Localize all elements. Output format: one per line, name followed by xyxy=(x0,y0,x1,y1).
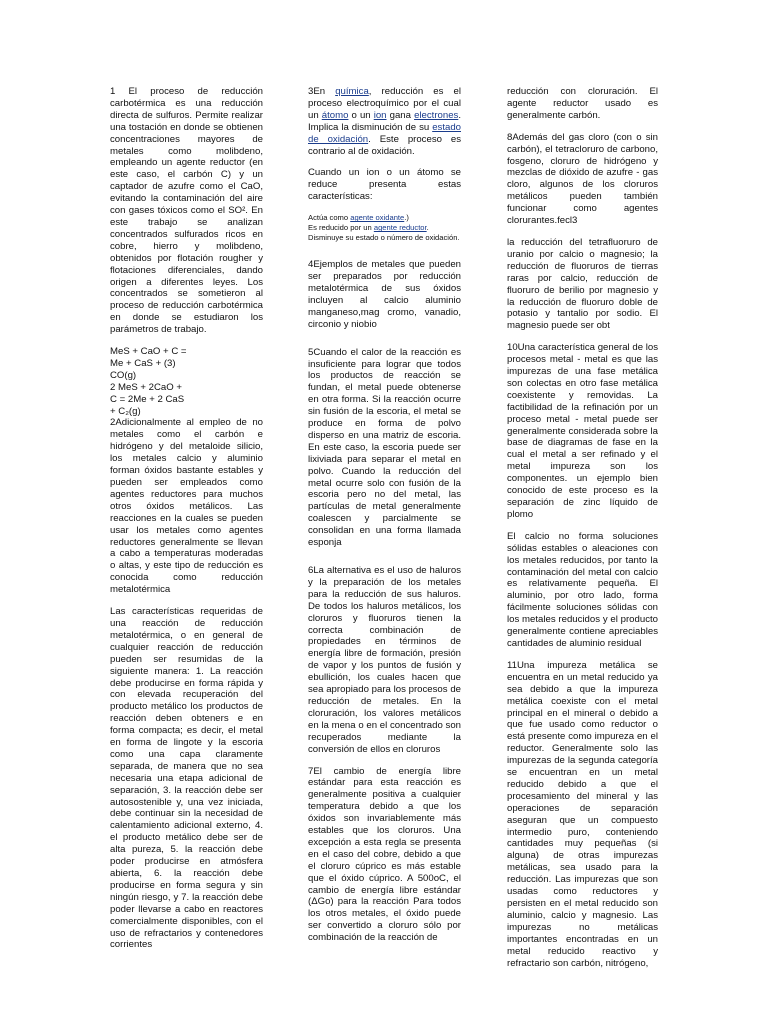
text-run: .) xyxy=(404,213,409,223)
column-2 xyxy=(308,86,461,954)
formula-line-3: CO(g) xyxy=(110,369,137,381)
link-quimica[interactable]: química xyxy=(335,86,369,97)
formula-line-1: MeS + CaO + C = xyxy=(110,346,187,358)
bullet-disminuye: Disminuye su estado o número de oxidación. xyxy=(308,233,460,243)
formula-line-6: + C₂(g) xyxy=(110,405,141,417)
paragraph-11: 11Una impureza metálica se encuentra en un metal reducido ya sea debido a que la impureza metálica coexiste con el metal principal en el mineral o debido a que fue usado como reductor o está presente como impureza en el reductor. Generalmente solo las impurezas de la segunda categoría se encuentran en un metal reducido debido a que el procesamiento del mineral y las operaciones de separación aseguran que un compuesto intermedio puro, conteniendo cantidades muy pequeñas (si alguna) de otras impurezas metálicas, sea usado para la reducción. Las impurezas que son usadas como reductores y persisten en el metal reducido son aluminio, calcio y magnesio. Las impurezas no metálicas importantes encontradas en un metal reducido reactivo y refractario son carbón, nitrógeno, xyxy=(507,659,658,969)
text-run: 3En xyxy=(308,86,336,97)
bullet-reductor xyxy=(308,223,461,233)
text-run: Es reducido por un xyxy=(308,223,374,233)
text-run: . Este proceso es contrario al de oxidación. xyxy=(308,133,461,157)
column-1 xyxy=(110,86,263,961)
paragraph-2: 2Adicionalmente al empleo de no metales como el carbón e hidrógeno y del metaloide silicio, los metales calcio y aluminio forman óxidos bastante estables y pueden ser empleados como agentes reductores para muchos otros óxidos metálicos. Las reacciones en la cuales se pueden usar los metales como agentes reductores generalmente se llevan a cabo a temperaturas moderadas o altas, y este tipo de reducción es conocida como reducción metalotérmica xyxy=(110,417,263,596)
text-run: . xyxy=(426,223,429,233)
paragraph-continued: reducción con cloruración. El agente reductor usado es generalmente carbón. xyxy=(507,86,658,121)
link-electrones[interactable]: electrones xyxy=(414,109,459,121)
paragraph-characteristics-intro: Cuando un ion o un átomo se reduce presenta estas características: xyxy=(308,167,461,203)
link-agente-reductor[interactable]: agente reductor xyxy=(373,223,427,233)
text-run: gana xyxy=(386,109,415,121)
paragraph-3: Las características requeridas de una reacción de reducción metalotérmica, o en general de cualquier reacción de reducción pueden ser resumidas de la siguiente manera: 1. La reacción debe producirse en forma rápida y con elevada recuperación del producto metálico los productos de reacción deben obteners e en forma compacta; es decir, el metal en forma de lingote y la escoria como una capa claramente separada, de manera que no sea necesaria una etapa adicional de separación, 3. la reacción debe ser autosostenible y, una vez iniciada, debe continuar sin la necesidad de calentamiento adicional externo, 4. el producto metálico debe ser de alta pureza, 5. la reacción debe poder producirse en atmósfera abierta, 6. la reacción debe producirse en forma segura y sin ningún riesgo, y 7. la reacción debe poder llevarse a cabo en reactores comercialmente disponibles, con el uso de refractarios y contenedores corrientes xyxy=(110,606,263,951)
formula-line-2: Me + CaS + (3) xyxy=(110,357,176,369)
paragraph-4: 4Ejemplos de metales que pueden ser preparados por reducción metalotérmica de sus óxidos incluyen al calcio aluminio manganeso,mag cromo, vanadio, circonio y niobio xyxy=(308,259,461,330)
bullet-oxidante xyxy=(308,213,461,223)
paragraph-6: 6La alternativa es el uso de haluros y la preparación de los metales para la reducción de sus haluros. De todos los haluros metálicos, los cloruros y fluoruros tienen la correcta combinación de propiedades en términos de energía libre de formación, presión de vapor y los puntos de fusión y ebullición, los cuales hacen que sea apropiado para los procesos de reducción de metales. En la cloruración, los valores metálicos en la mena o en el concentrado son recuperados mediante la conversión de ellos en cloruros xyxy=(308,565,461,755)
formula-line-4: 2 MeS + 2CaO + xyxy=(110,381,182,393)
formula-line-5: C = 2Me + 2 CaS xyxy=(110,393,185,405)
link-ion[interactable]: ion xyxy=(373,109,387,121)
text-run: . Implica la disminución de su xyxy=(308,109,461,133)
text-run: Actúa como xyxy=(308,213,351,223)
link-atomo[interactable]: átomo xyxy=(321,109,349,121)
paragraph-fluoruros: la reducción del tetrafluoruro de uranio por calcio o magnesio; la reducción de fluoruros de tierras raras por calcio, reducción de fluoruro de berilio por magnesio y la reducción de fluoruro doble de potasio y tantalio por sodio. El magnesio puede ser obt xyxy=(507,236,658,332)
paragraph-reduction-definition xyxy=(308,86,461,157)
text-run: , reducción es el proceso electroquímico por el cual un xyxy=(308,86,461,121)
paragraph-5: 5Cuando el calor de la reacción es insuficiente para lograr que todos los productos de reacción se fundan, el metal puede obtenerse en otra forma. Si la reacción ocurre sin fusión de la escoria, el metal se produce en forma de polvo disperso en una matriz de escoria. En este caso, la escoria puede ser lixiviada para separar el metal en polvo. Cuando la reducción del metal ocurre solo con fusión de la escoria pero no del metal, las partículas de metal generalmente coalescen y parcialmente se consolidan en una forma llamada esponja xyxy=(308,346,461,549)
paragraph-calcio: El calcio no forma soluciones sólidas estables o aleaciones con los metales reducidos, por tanto la contaminación del metal con calcio es relativamente pequeña. El aluminio, por otro lado, forma fácilmente soluciones sólidas con los metales reducidos y el producto generalmente contiene apreciables cantidades de aluminio residual xyxy=(507,530,658,649)
paragraph-7: 7El cambio de energía libre estándar para esta reacción es generalmente positiva a cualquier temperatura debido a que los óxidos son invariablemente más estables que los cloruros. Una excepción a esta regla se presenta en el caso del cobre, debido a que el cloruro cúprico es más estable que el óxido cúprico. A 500oC, el cambio de energía libre estándar (ΔGo) para la reacción Para todos los otros metales, el óxido puede ser convertido a cloruro sólo por combinación de la reacción de xyxy=(308,765,461,944)
link-estado-de-oxidacion[interactable]: estado de oxidación xyxy=(308,121,461,145)
paragraph-1: 1 El proceso de reducción carbotérmica es una reducción directa de sulfuros. Permite realizar una tostación en donde se obtienen concentraciones mayores de metales como molibdeno, empleando un agente reductor (en este caso, el carbón C) y un captador de azufre como el CaO, evitando la contaminación del aire con gases tóxicos como el SO². En este trabajo se analizan concentrados sulfurados ricos en cobre, hierro y molibdeno, obtenidos por flotación rougher y flotaciones diferenciales, dando origen a diferentes leyes. Los concentrados se sometieron al proceso de reducción carbotérmica en donde se estudiaron los parámetros de trabajo. xyxy=(110,86,263,336)
paragraph-10: 10Una característica general de los procesos metal - metal es que las impurezas de una fase metálica son colectas en otro fase metálica coexistente y removidas. La factibilidad de la refinación por un proceso metal - metal puede ser generalmente considerada sobre la base de diagramas de fase en la cual el metal a ser refinado y el metal impureza son los componentes. un ejemplo bien conocido de este proceso es la separación de zinc líquido de plomo xyxy=(507,342,658,520)
text-run: o un xyxy=(348,109,374,121)
column-3 xyxy=(507,86,658,979)
link-agente-oxidante[interactable]: agente oxidante xyxy=(350,213,405,223)
paragraph-8: 8Además del gas cloro (con o sin carbón), el tetracloruro de carbono, fosgeno, cloruro de hidrógeno y mezclas de dióxido de azufre - gas cloro, algunos de los cloruros metálicos pueden también funcionar como agentes clorurantes.fecl3 xyxy=(507,131,658,227)
